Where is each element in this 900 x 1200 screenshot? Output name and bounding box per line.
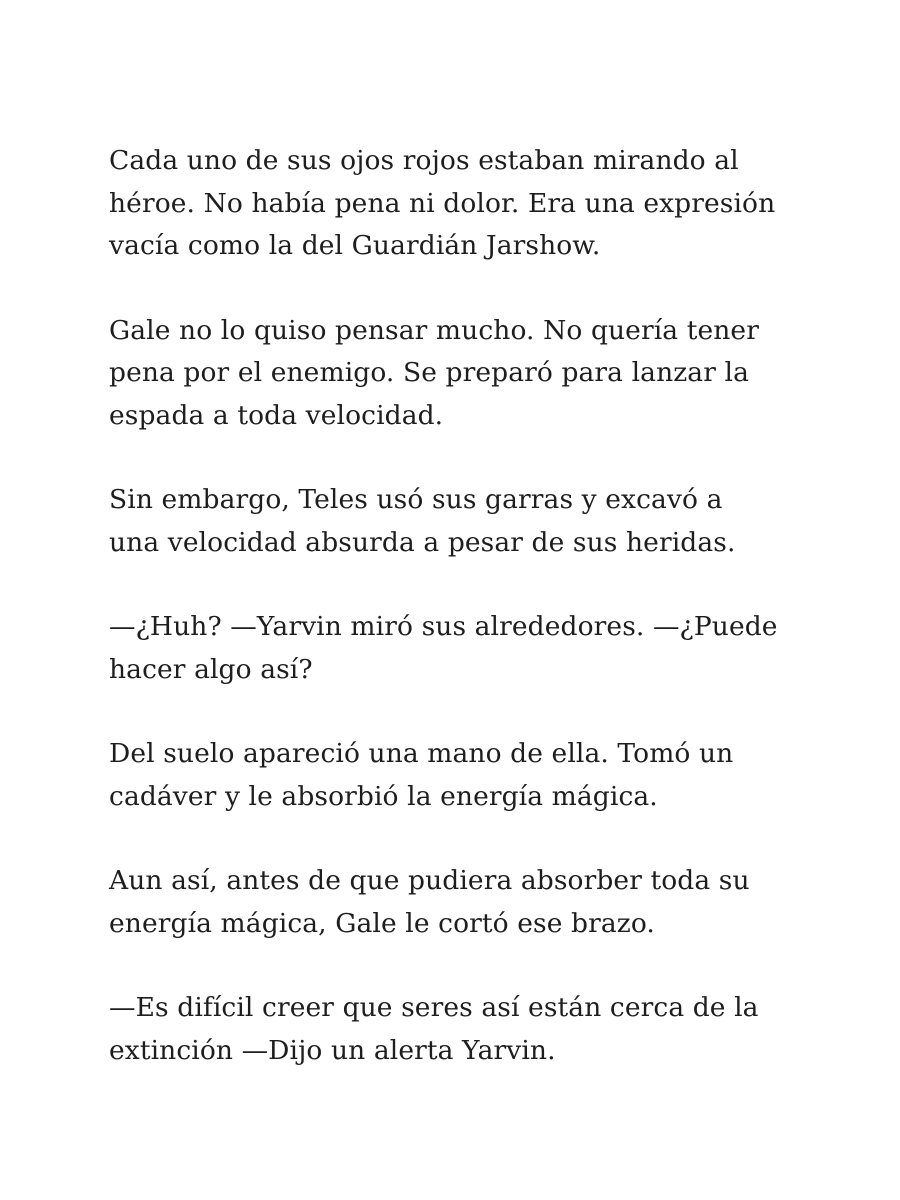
paragraph-3	[109, 479, 809, 564]
text-line: extinción —Dijo un alerta Yarvin.	[109, 1034, 556, 1066]
paragraph-1	[109, 140, 809, 268]
text-line: héroe. No había pena ni dolor. Era una expresión	[109, 187, 776, 219]
paragraph-4	[109, 606, 809, 691]
text-line: cadáver y le absorbió la energía mágica.	[109, 780, 658, 812]
text-line: Aun así, antes de que pudiera absorber toda su	[109, 865, 750, 896]
paragraph-2	[109, 310, 809, 438]
page-text	[109, 140, 809, 1114]
text-line: una velocidad absurda a pesar de sus heridas.	[109, 526, 736, 558]
paragraph-5	[109, 733, 809, 818]
paragraph-7	[109, 987, 809, 1072]
text-line: Sin embargo, Teles usó sus garras y excavó a	[109, 484, 723, 515]
text-line: Cada uno de sus ojos rojos estaban mirando al	[109, 145, 739, 176]
text-line: —¿Huh? —Yarvin miró sus alrededores. —¿Puede	[109, 611, 778, 642]
text-line: pena por el enemigo. Se preparó para lanzar la	[109, 357, 749, 388]
text-line: vacía como la del Guardián Jarshow.	[109, 230, 601, 261]
text-line: Del suelo apareció una mano de ella. Tomó un	[109, 738, 734, 769]
paragraph-6	[109, 860, 809, 945]
text-line: espada a toda velocidad.	[109, 399, 444, 431]
text-line: Gale no lo quiso pensar mucho. No quería tener	[109, 314, 759, 346]
text-line: hacer algo así?	[109, 653, 313, 685]
text-line: —Es difícil creer que seres así están cerca de la	[109, 992, 759, 1023]
text-line: energía mágica, Gale le cortó ese brazo.	[109, 907, 655, 939]
